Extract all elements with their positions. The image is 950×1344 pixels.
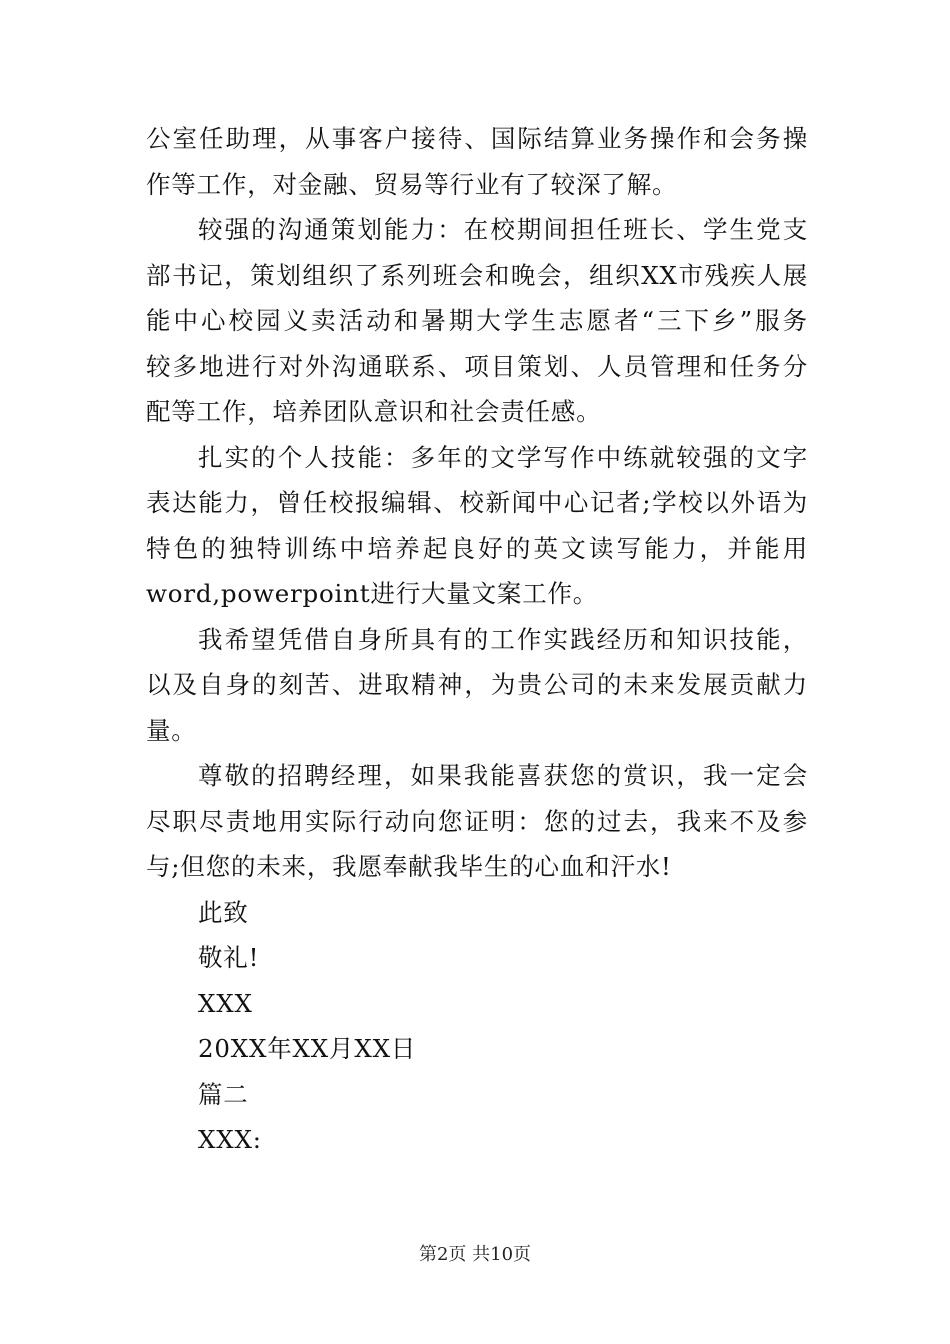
text-line: 配等工作，培养团队意识和社会责任感。 <box>146 397 602 426</box>
page-footer: 第2页 共10页 <box>418 1244 532 1265</box>
text-line: 特色的独特训练中培养起良好的英文读写能力，并能用 <box>146 533 808 563</box>
text-line: 能中心校园义卖活动和暑期大学生志愿者“三下乡”服务 <box>146 306 808 335</box>
text-line: 敬礼! <box>198 943 260 972</box>
text-line: 此致 <box>198 897 249 927</box>
text-line: 量。 <box>146 715 197 745</box>
text-line: 作等工作，对金融、贸易等行业有了较深了解。 <box>146 169 678 199</box>
text-line: 尽职尽责地用实际行动向您证明：您的过去，我来不及参 <box>146 806 808 836</box>
text-line: 与;但您的未来，我愿奉献我毕生的心血和汗水! <box>146 852 672 881</box>
text-line: 公室任助理，从事客户接待、国际结算业务操作和会务操 <box>146 124 808 153</box>
text-line: XXX: <box>198 1125 262 1154</box>
text-line: 较强的沟通策划能力：在校期间担任班长、学生党支 <box>198 215 808 244</box>
text-line: word,powerpoint进行大量文案工作。 <box>146 579 599 608</box>
text-line: 以及自身的刻苦、进取精神，为贵公司的未来发展贡献力 <box>146 670 808 699</box>
text-line: 扎实的个人技能：多年的文学写作中练就较强的文字 <box>198 442 808 472</box>
text-line: 较多地进行对外沟通联系、项目策划、人员管理和任务分 <box>146 351 808 381</box>
text-line: XXX <box>198 988 253 1018</box>
text-line: 表达能力，曾任校报编辑、校新闻中心记者;学校以外语为 <box>146 488 808 517</box>
text-line: 部书记，策划组织了系列班会和晚会，组织XX市残疾人展 <box>146 260 808 290</box>
document-body <box>146 116 808 1163</box>
text-line: 20XX年XX月XX日 <box>198 1034 417 1063</box>
text-line: 我希望凭借自身所具有的工作实践经历和知识技能， <box>198 624 808 654</box>
text-line: 篇二 <box>198 1079 249 1109</box>
text-line: 尊敬的招聘经理，如果我能喜获您的赏识，我一定会 <box>198 761 808 790</box>
